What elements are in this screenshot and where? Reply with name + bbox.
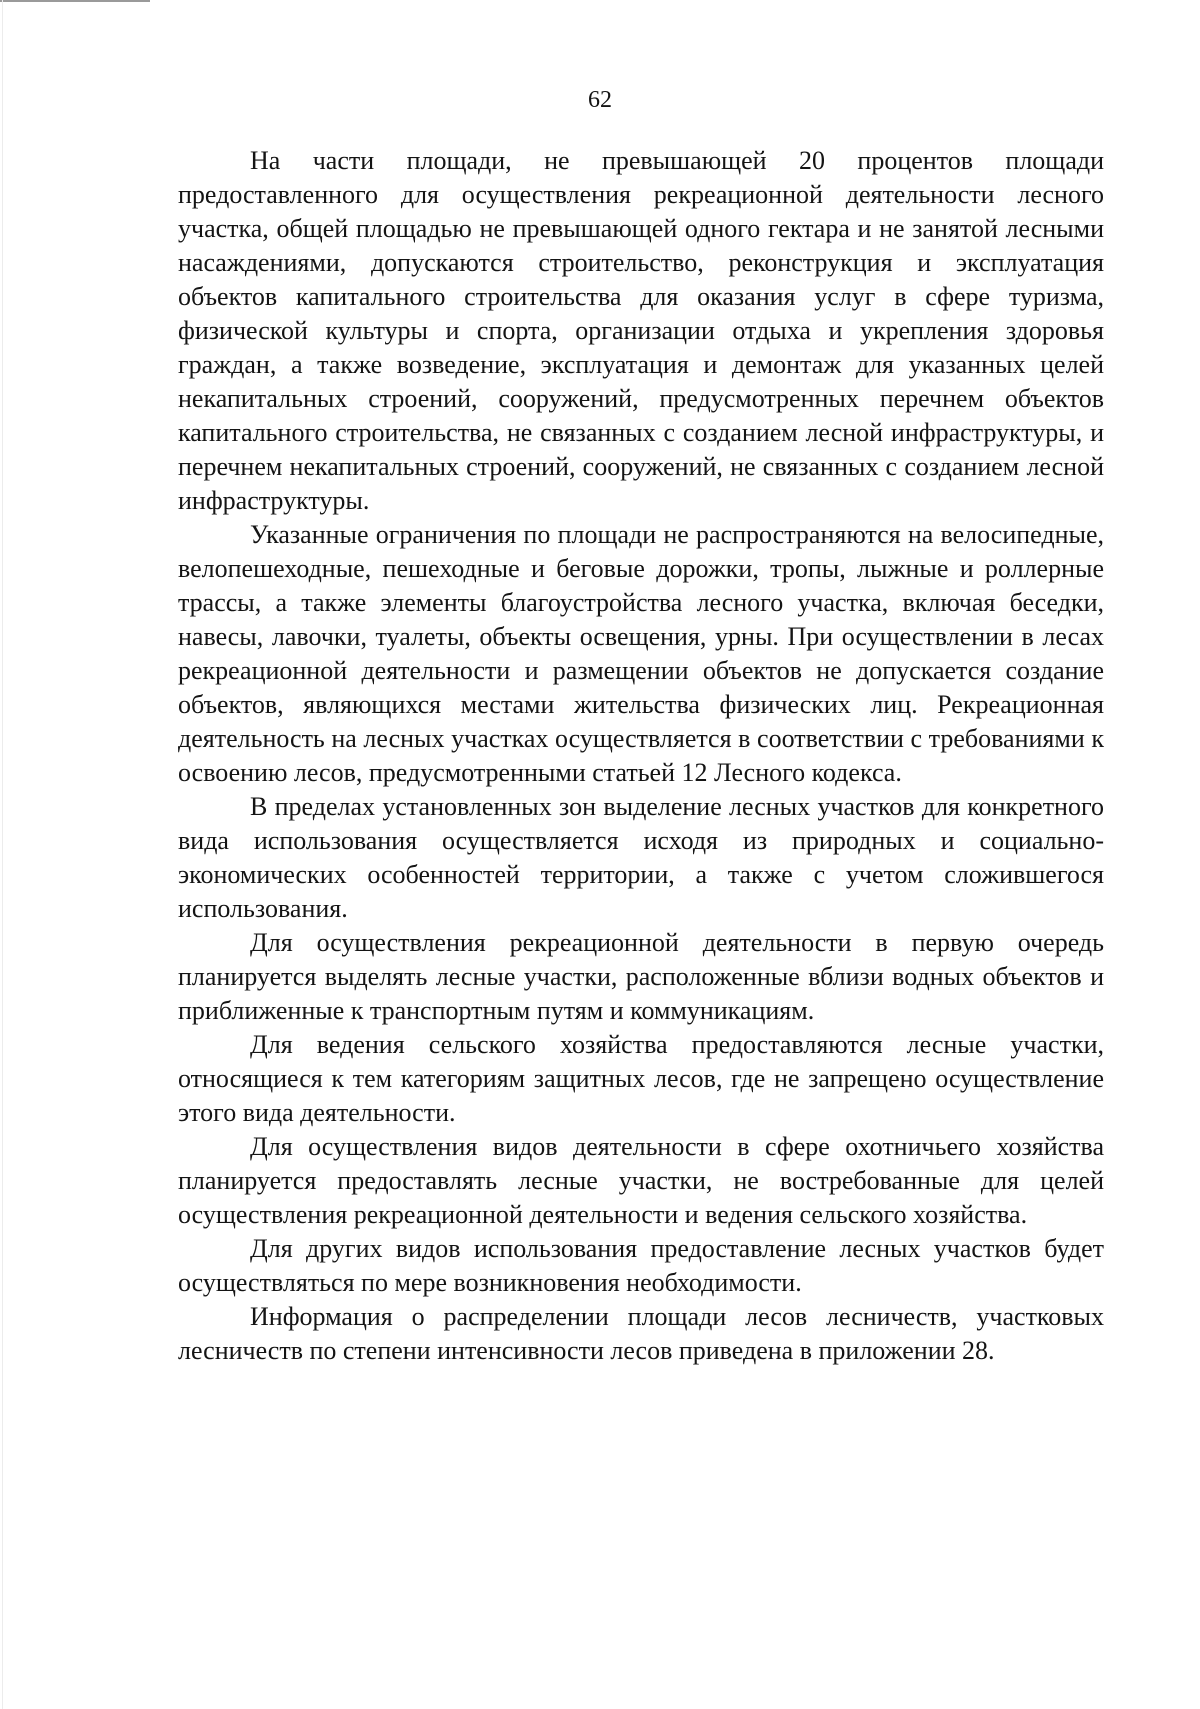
paragraph: Для осуществления видов деятельности в сфере охотничьего хозяйства планируется предоставлять лесные участки, не востребованные для целей осуществления рекреационной деятельности и ведения сельского хозяйства. xyxy=(178,1132,1104,1229)
paragraph: Для осуществления рекреационной деятельности в первую очередь планируется выделять лесные участки, расположенные вблизи водных объектов и приближенные к транспортным путям и коммуникациям. xyxy=(178,928,1104,1025)
paragraph: В пределах установленных зон выделение лесных участков для конкретного вида использования осуществляется исходя из природных и социально-экономических особенностей территории, а также с учетом сложившегося использования. xyxy=(178,792,1104,923)
paragraph: Для других видов использования предоставление лесных участков будет осуществляться по мере возникновения необходимости. xyxy=(178,1234,1104,1297)
paragraph: Указанные ограничения по площади не распространяются на велосипедные, велопешеходные, пешеходные и беговые дорожки, тропы, лыжные и роллерные трассы, а также элементы благоустройства лесного участка, включая беседки, навесы, лавочки, туалеты, объекты освещения, урны. При осуществлении в лесах рекреационной деятельности и размещении объектов не допускается создание объектов, являющихся местами жительства физических лиц. Рекреационная деятельность на лесных участках осуществляется в соответствии с требованиями к освоению лесов, предусмотренными статьей 12 Лесного кодекса. xyxy=(178,520,1104,787)
body-text xyxy=(178,144,1104,1368)
paragraph: На части площади, не превышающей 20 процентов площади предоставленного для осуществления рекреационной деятельности лесного участка, общей площадью не превышающей одного гектара и не занятой лесными насаждениями, допускаются строительство, реконструкция и эксплуатация объектов капитального строительства для оказания услуг в сфере туризма, физической культуры и спорта, организации отдыха и укрепления здоровья граждан, а также возведение, эксплуатация и демонтаж для указанных целей некапитальных строений, сооружений, предусмотренных перечнем объектов капитального строительства, не связанных с созданием лесной инфраструктуры, и перечнем некапитальных строений, сооружений, не связанных с созданием лесной инфраструктуры. xyxy=(178,146,1104,515)
scan-edge-top xyxy=(0,0,150,2)
page-number: 62 xyxy=(588,87,612,113)
paragraph: Для ведения сельского хозяйства предоставляются лесные участки, относящиеся к тем категориям защитных лесов, где не запрещено осуществление этого вида деятельности. xyxy=(178,1030,1104,1127)
paragraph: Информация о распределении площади лесов лесничеств, участковых лесничеств по степени интенсивности лесов приведена в приложении 28. xyxy=(178,1302,1104,1365)
scan-edge-left xyxy=(2,0,3,1709)
